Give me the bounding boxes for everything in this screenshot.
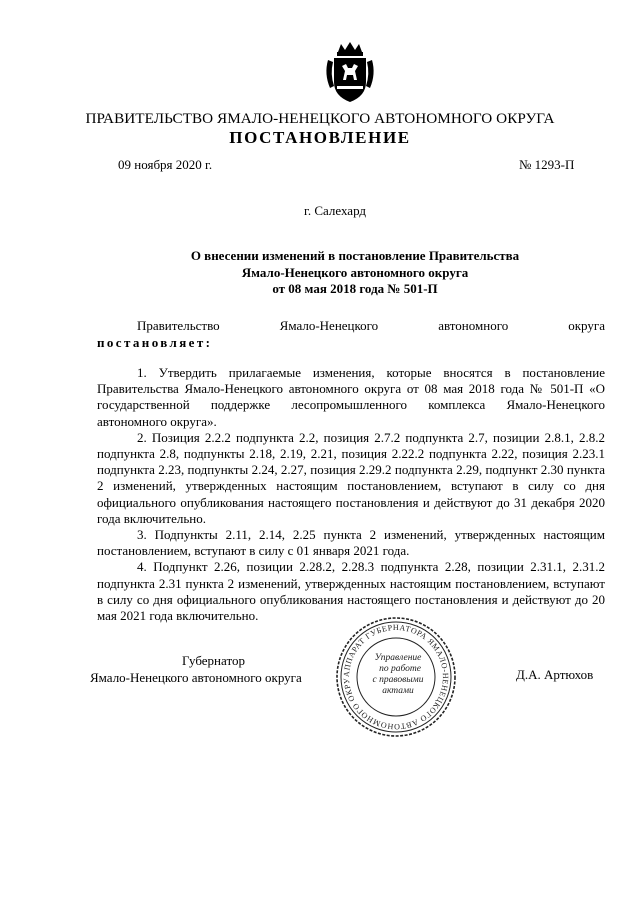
document-date: 09 ноября 2020 г. [118,157,213,172]
paragraph: 3. Подпункты 2.11, 2.14, 2.25 пункта 2 изменений, утвержденных настоящим постановлением, вступают в силу с 01 января 2021 года. [97,527,605,559]
stamp-line: по работе [379,664,421,674]
title-line: О внесении изменений в постановление Правительства [190,248,520,263]
preamble-word: автономного [438,318,509,333]
document-city: г. Салехард [303,203,367,218]
paragraph: 2. Позиция 2.2.2 подпункта 2.2, позиция 2.7.2 подпункта 2.7, позиции 2.8.1, 2.8.2 подпункта 2.8, подпункты 2.18, 2.19, 2.21, позиция 2.22.2 подпункта 2.22, позиция 2.23.1 подпункта 2.23, подпункты 2.24, 2.27, позиция 2.29.2 подпункта 2.29, подпункт 2.30 пункта 2 изменений, утвержденных настоящим постановлением, вступают в силу со дня официального опубликования настоящего постановления и действуют до 31 декабря 2020 года включительно. [97,429,605,526]
stamp-line: актами [382,686,414,696]
coat-of-arms-icon [324,42,376,104]
document-title [160,248,550,298]
position-line: Ямало-Ненецкого автономного округа [90,670,302,685]
decree-word: постановляет: [97,334,213,350]
paragraph: 1. Утвердить прилагаемые изменения, которые вносятся в постановление Правительства Ямало-Ненецкого автономного округа от 08 мая 2018 года № 501-П «О государственной поддержке лесопромышленного комплекса Ямало-Ненецкого автономного округа». [97,365,605,429]
government-name: ПРАВИТЕЛЬСТВО ЯМАЛО-НЕНЕЦКОГО АВТОНОМНОГО ОКРУГА [85,110,555,127]
position-line: Губернатор [182,653,245,668]
preamble-word: округа [568,318,605,333]
signatory-name: Д.А. Артюхов [516,667,594,682]
signatory-position [90,652,302,686]
document-type: ПОСТАНОВЛЕНИЕ [229,128,411,147]
preamble-word: Правительство [137,318,220,333]
title-line: от 08 мая 2018 года № 501-П [272,281,438,296]
official-stamp [334,615,458,739]
stamp-line: Управление [374,653,422,663]
paragraph: 4. Подпункт 2.26, позиции 2.28.2, 2.28.3 подпункта 2.28, позиции 2.31.1, 2.31.2 подпункта 2.31 пункта 2 изменений, утвержденных настоящим постановлением, вступают в силу со дня официального опубликования настоящего постановления и действуют до 20 мая 2021 года включительно. [97,559,605,624]
preamble [97,318,605,351]
stamp-line: с правовыми [372,675,424,685]
document-number: № 1293-П [519,157,575,172]
title-line: Ямало-Ненецкого автономного округа [241,264,469,280]
document-body [97,365,605,624]
stamp-ring-text: АППАРАТ ГУБЕРНАТОРА ЯМАЛО-НЕНЕЦКОГО АВТОНОМНОГО ОКРУ [341,622,451,732]
preamble-word: Ямало-Ненецкого [279,318,379,333]
